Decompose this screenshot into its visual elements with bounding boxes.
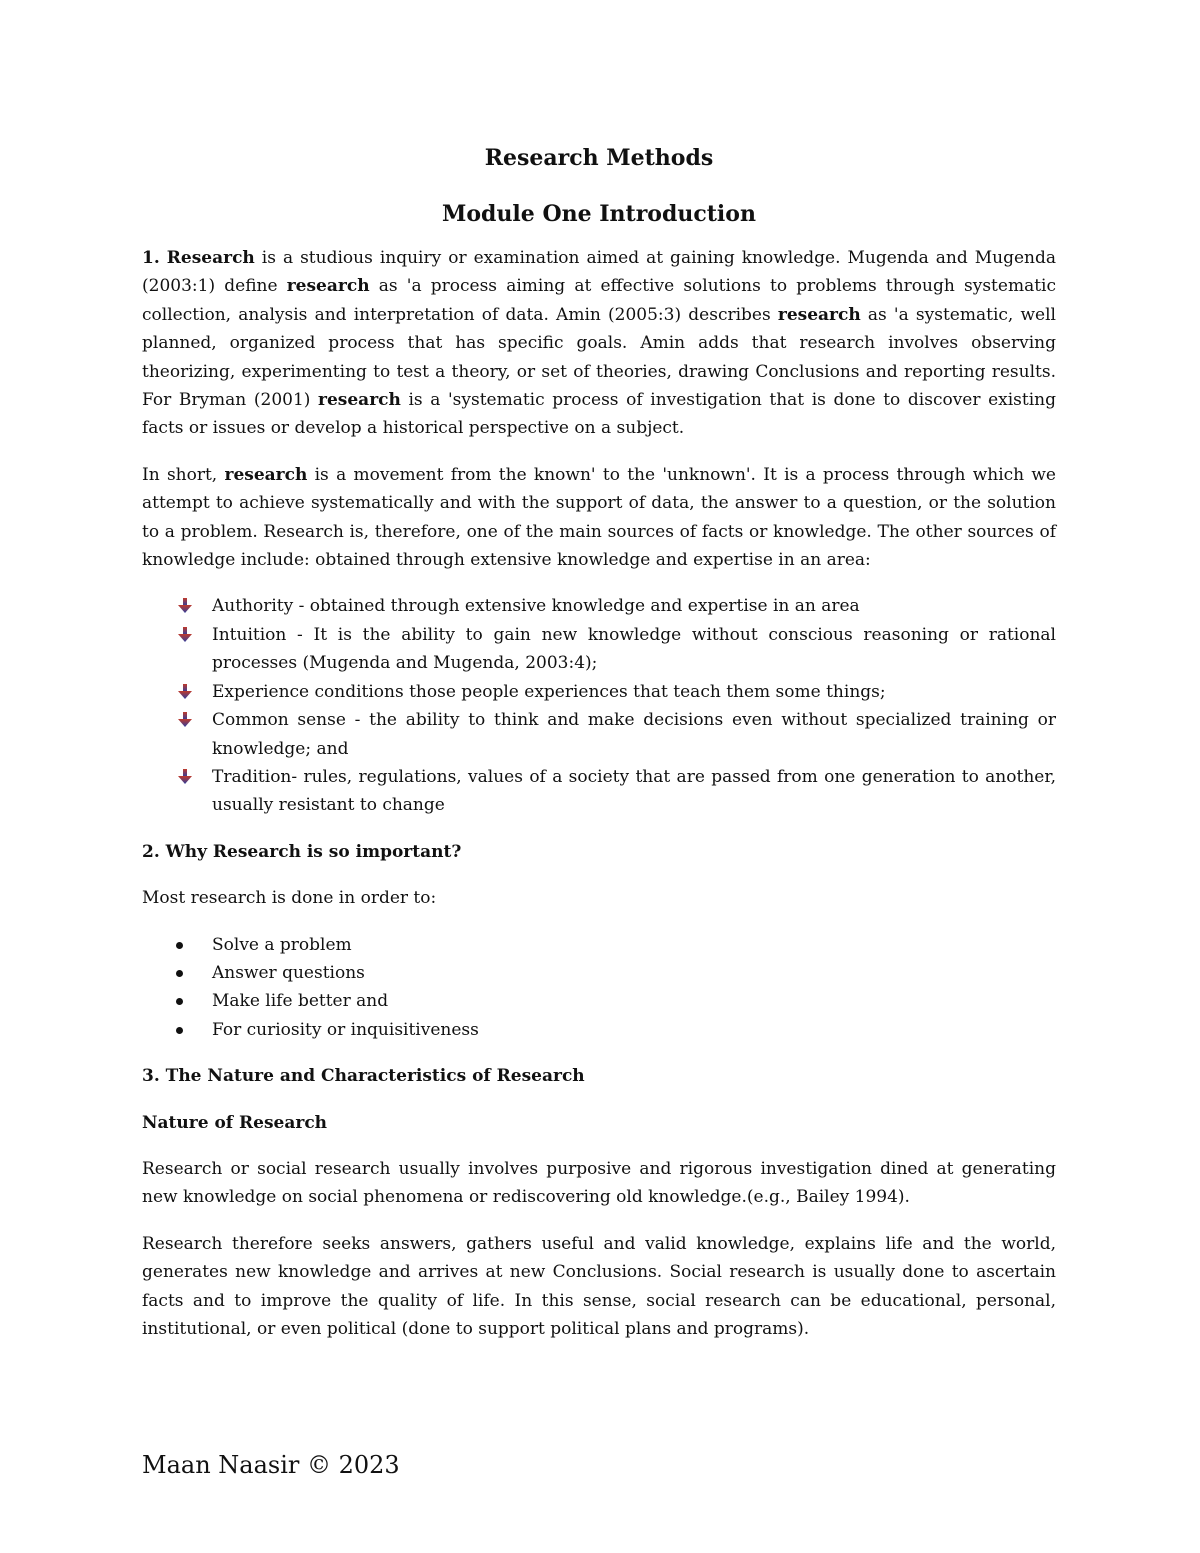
section1-term3: research xyxy=(777,304,861,325)
bullet-dot-icon xyxy=(176,998,183,1005)
short-term: research xyxy=(224,464,308,485)
source-intuition: Intuition - It is the ability to gain new knowledge without conscious reasoning or rational processes (Mugenda and Mugenda, 2003:4); xyxy=(212,624,1056,674)
bullet-dot-icon xyxy=(176,970,183,977)
bullet-dot-icon xyxy=(176,942,183,949)
section1-text-c: as 'a systematic, well planned, organized process that has specific goals. Amin adds that research involves observing theorizing, experimenting to test a theory, or set of theories, drawing Conclusions and reporting results. For Bryman (2001) xyxy=(142,304,1056,411)
list-item xyxy=(142,987,1056,1015)
importance-item: Make life better and xyxy=(212,991,389,1012)
list-item xyxy=(142,621,1056,678)
section1-term4: research xyxy=(318,390,401,411)
source-authority: Authority - obtained through extensive knowledge and expertise in an area xyxy=(212,596,860,617)
section1-paragraph xyxy=(142,244,1056,443)
source-tradition: Tradition- rules, regulations, values of a society that are passed from one generation to another, usually resistant to change xyxy=(212,766,1056,816)
section2-intro: Most research is done in order to: xyxy=(142,888,437,909)
section2-heading: 2. Why Research is so important? xyxy=(142,841,462,862)
section3-paragraph-2: Research therefore seeks answers, gathers useful and valid knowledge, explains life and the world, generates new knowledge and arrives at new Conclusions. Social research is usually done to ascertain facts and to improve the quality of life. In this sense, social research can be educational, personal, institutional, or even political (done to support political plans and programs). xyxy=(142,1233,1056,1339)
source-common-sense: Common sense - the ability to think and make decisions even without specialized training or knowledge; and xyxy=(212,710,1056,759)
arrow-down-bullet-icon xyxy=(178,769,192,785)
importance-item: Answer questions xyxy=(212,962,365,983)
arrow-down-bullet-icon xyxy=(178,712,192,728)
source-experience: Experience conditions those people experiences that teach them some things; xyxy=(212,681,886,702)
list-item xyxy=(142,706,1056,763)
document-title: Research Methods xyxy=(484,145,714,171)
list-item xyxy=(142,763,1056,820)
bullet-dot-icon xyxy=(176,1027,183,1034)
list-item xyxy=(142,592,1056,620)
short-paragraph xyxy=(142,461,1056,575)
section3-heading: 3. The Nature and Characteristics of Research xyxy=(142,1066,585,1087)
section3-paragraph-1: Research or social research usually involves purposive and rigorous investigation dined at generating new knowledge on social phenomena or rediscovering old knowledge.(e.g., Bailey 1994). xyxy=(142,1158,1056,1208)
section1-text-d: is a 'systematic process of investigation that is done to discover existing facts or issues or develop a historical perspective on a subject. xyxy=(142,390,1057,439)
sources-list xyxy=(142,592,1056,819)
list-item xyxy=(142,959,1056,987)
short-text-a: In short, xyxy=(142,464,225,485)
arrow-down-bullet-icon xyxy=(178,598,192,614)
list-item xyxy=(142,1016,1056,1044)
list-item xyxy=(142,678,1056,706)
section1-text-b: as 'a process aiming at effective solutions to problems through systematic collection, analysis and interpretation of data. Amin (2005:3) describes xyxy=(142,276,1056,325)
section1-term: Research xyxy=(166,248,255,268)
importance-list xyxy=(142,931,1056,1045)
section1-text-a: is a studious inquiry or examination aimed at gaining knowledge. Mugenda and Mugenda (2003:1) define xyxy=(142,248,1057,297)
arrow-down-bullet-icon xyxy=(178,684,192,700)
section1-term2: research xyxy=(286,276,370,297)
page-footer: Maan Naasir © 2023 xyxy=(142,1451,400,1479)
document-page xyxy=(142,138,1056,1361)
importance-item: For curiosity or inquisitiveness xyxy=(212,1019,479,1040)
section3-subheading: Nature of Research xyxy=(142,1112,328,1133)
short-text-b: is a movement from the known' to the 'unknown'. It is a process through which we attempt to achieve systematically and with the support of data, the answer to a question, or the solution to a problem. Research is, therefore, one of the main sources of facts or knowledge. The other sources of knowledge include: obtained through extensive knowledge and expertise in an area: xyxy=(142,464,1056,571)
arrow-down-bullet-icon xyxy=(178,627,192,643)
section1-number: 1. xyxy=(142,248,160,268)
document-subtitle: Module One Introduction xyxy=(442,201,756,227)
list-item xyxy=(142,931,1056,959)
importance-item: Solve a problem xyxy=(212,934,352,955)
